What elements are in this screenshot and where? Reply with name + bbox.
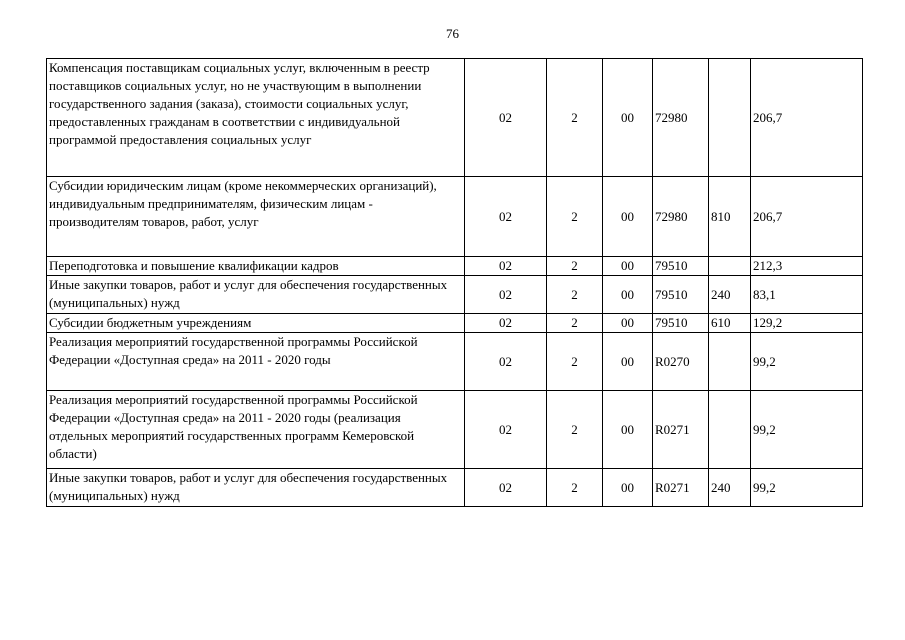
table-row [47,469,863,507]
row-program: 2 [547,59,603,177]
table-row [47,333,863,391]
row-code: 72980 [653,59,709,177]
row-expense-type [709,391,751,469]
row-code: 79510 [653,276,709,314]
row-code: R0271 [653,469,709,507]
row-code: R0270 [653,333,709,391]
row-section: 02 [465,333,547,391]
row-program: 2 [547,333,603,391]
row-code: 79510 [653,314,709,333]
row-subprogram: 00 [603,314,653,333]
row-program: 2 [547,314,603,333]
table-row [47,276,863,314]
row-section: 02 [465,391,547,469]
row-sum: 99,2 [751,333,863,391]
row-program: 2 [547,177,603,257]
row-expense-type: 240 [709,276,751,314]
table-row [47,59,863,177]
row-description: Реализация мероприятий государственной программы Российской Федерации «Доступная среда» на 2011 - 2020 годы (реализация отдельных мероприятий государственных программ Кемеровской области) [47,391,465,469]
page-number: 76 [446,26,459,41]
row-expense-type: 610 [709,314,751,333]
table-row [47,391,863,469]
row-subprogram: 00 [603,59,653,177]
row-program: 2 [547,391,603,469]
row-description: Субсидии бюджетным учреждениям [47,314,465,333]
row-code: R0271 [653,391,709,469]
budget-table [46,58,863,507]
row-description: Иные закупки товаров, работ и услуг для обеспечения государственных (муниципальных) нужд [47,469,465,507]
row-expense-type [709,257,751,276]
row-code: 79510 [653,257,709,276]
row-expense-type: 810 [709,177,751,257]
row-sum: 99,2 [751,469,863,507]
row-expense-type [709,333,751,391]
row-sum: 129,2 [751,314,863,333]
table-row [47,257,863,276]
row-subprogram: 00 [603,391,653,469]
row-sum: 206,7 [751,59,863,177]
row-subprogram: 00 [603,177,653,257]
row-section: 02 [465,177,547,257]
row-sum: 206,7 [751,177,863,257]
row-sum: 83,1 [751,276,863,314]
row-code: 72980 [653,177,709,257]
row-description: Компенсация поставщикам социальных услуг, включенным в реестр поставщиков социальных услуг, но не участвующим в выполнении государственного задания (заказа), стоимости социальных услуг, предоставленных гражданам в соответствии с индивидуальной программой предоставления социальных услуг [47,59,465,177]
row-description: Переподготовка и повышение квалификации кадров [47,257,465,276]
row-subprogram: 00 [603,257,653,276]
row-section: 02 [465,276,547,314]
row-program: 2 [547,469,603,507]
row-program: 2 [547,276,603,314]
table-row [47,314,863,333]
row-description: Реализация мероприятий государственной программы Российской Федерации «Доступная среда» на 2011 - 2020 годы [47,333,465,391]
row-subprogram: 00 [603,469,653,507]
row-section: 02 [465,257,547,276]
row-description: Иные закупки товаров, работ и услуг для обеспечения государственных (муниципальных) нужд [47,276,465,314]
row-program: 2 [547,257,603,276]
row-description: Субсидии юридическим лицам (кроме некоммерческих организаций), индивидуальным предпринимателям, физическим лицам - производителям товаров, работ, услуг [47,177,465,257]
row-section: 02 [465,469,547,507]
row-sum: 99,2 [751,391,863,469]
row-section: 02 [465,314,547,333]
row-expense-type: 240 [709,469,751,507]
row-subprogram: 00 [603,276,653,314]
row-subprogram: 00 [603,333,653,391]
table-row [47,177,863,257]
row-section: 02 [465,59,547,177]
row-expense-type [709,59,751,177]
row-sum: 212,3 [751,257,863,276]
